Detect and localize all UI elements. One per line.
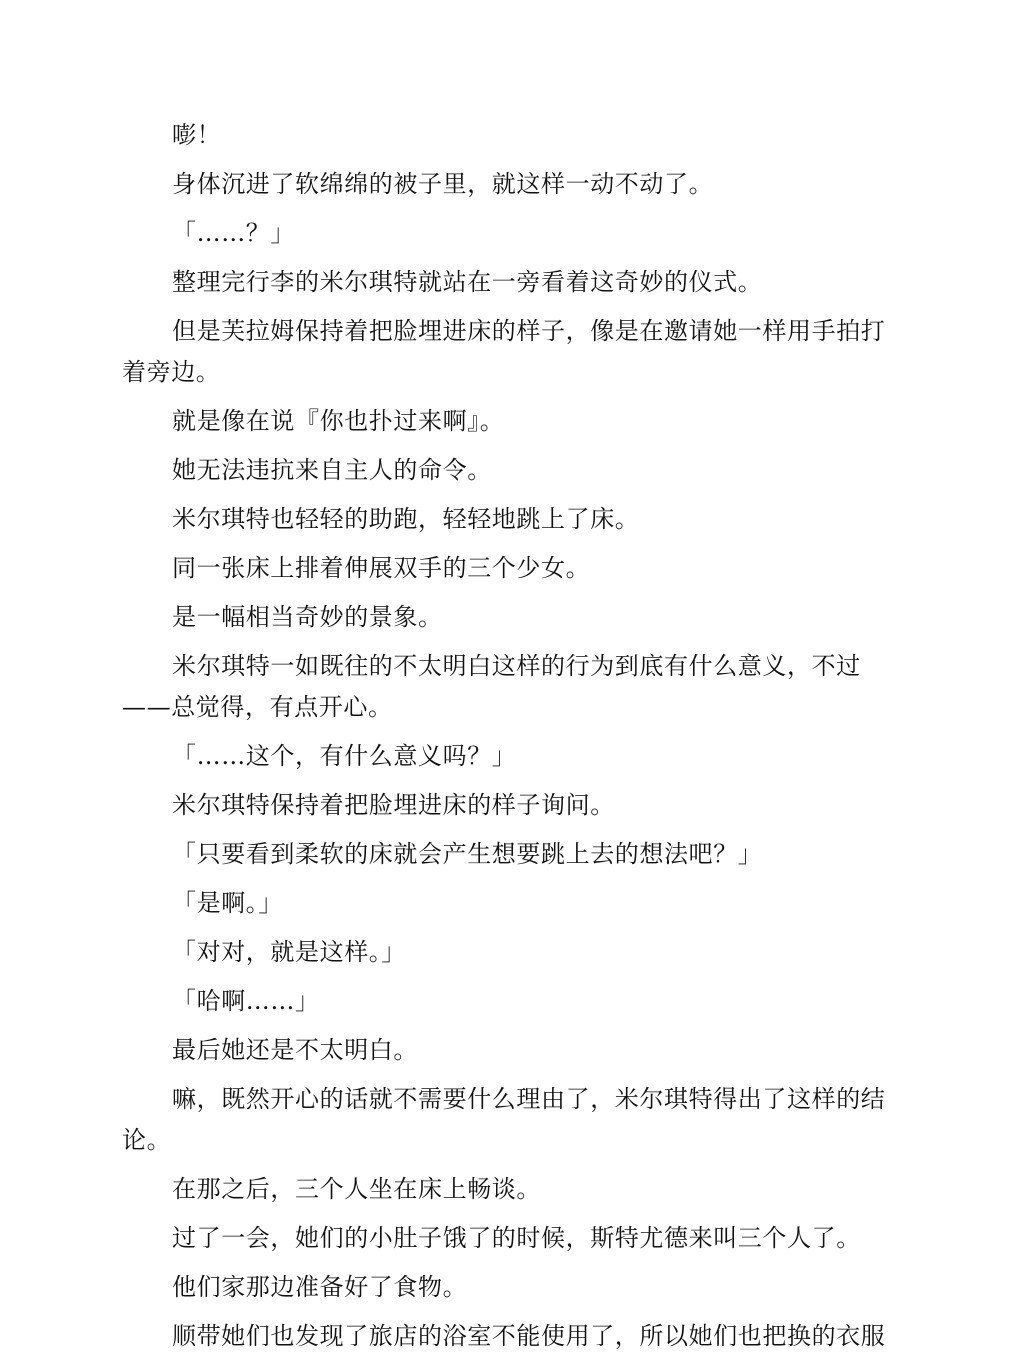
paragraph: 整理完行李的米尔琪特就站在一旁看着这奇妙的仪式。 bbox=[172, 268, 763, 296]
paragraph: 他们家那边准备好了食物。 bbox=[172, 1273, 468, 1301]
paragraph: 同一张床上排着伸展双手的三个少女。 bbox=[172, 554, 591, 582]
paragraph: 嘛，既然开心的话就不需要什么理由了，米尔琪特得出了这样的结论。 bbox=[122, 1085, 886, 1154]
paragraph: 米尔琪特一如既往的不太明白这样的行为到底有什么意义，不过——总觉得，有点开心。 bbox=[122, 652, 861, 721]
paragraph: 她无法违抗来自主人的命令。 bbox=[172, 456, 492, 484]
body-text bbox=[122, 115, 902, 1365]
paragraph: 但是芙拉姆保持着把脸埋进床的样子，像是在邀请她一样用手拍打着旁边。 bbox=[122, 317, 886, 386]
paragraph: 「对对，就是这样。」 bbox=[172, 938, 406, 966]
paragraph: 「哈啊……」 bbox=[172, 987, 320, 1015]
paragraph: 就是像在说『你也扑过来啊』。 bbox=[172, 407, 505, 435]
paragraph: 是一幅相当奇妙的景象。 bbox=[172, 603, 443, 631]
paragraph: 「……这个，有什么意义吗？」 bbox=[172, 742, 517, 770]
paragraph: 「……？」 bbox=[172, 219, 295, 247]
paragraph: 「只要看到柔软的床就会产生想要跳上去的想法吧？」 bbox=[172, 840, 763, 868]
paragraph: 顺带她们也发现了旅店的浴室不能使用了，所以她们也把换的衣服 bbox=[172, 1322, 886, 1350]
paragraph: 过了一会，她们的小肚子饿了的时候，斯特尤德来叫三个人了。 bbox=[172, 1224, 861, 1252]
paragraph: 米尔琪特保持着把脸埋进床的样子询问。 bbox=[172, 791, 615, 819]
paragraph: 最后她还是不太明白。 bbox=[172, 1036, 418, 1064]
paragraph: 在那之后，三个人坐在床上畅谈。 bbox=[172, 1175, 541, 1203]
paragraph: 米尔琪特也轻轻的助跑，轻轻地跳上了床。 bbox=[172, 505, 640, 533]
paragraph: 「是啊。」 bbox=[172, 889, 283, 917]
paragraph: 身体沉进了软绵绵的被子里，就这样一动不动了。 bbox=[172, 170, 714, 198]
paragraph: 嘭！ bbox=[172, 121, 222, 149]
